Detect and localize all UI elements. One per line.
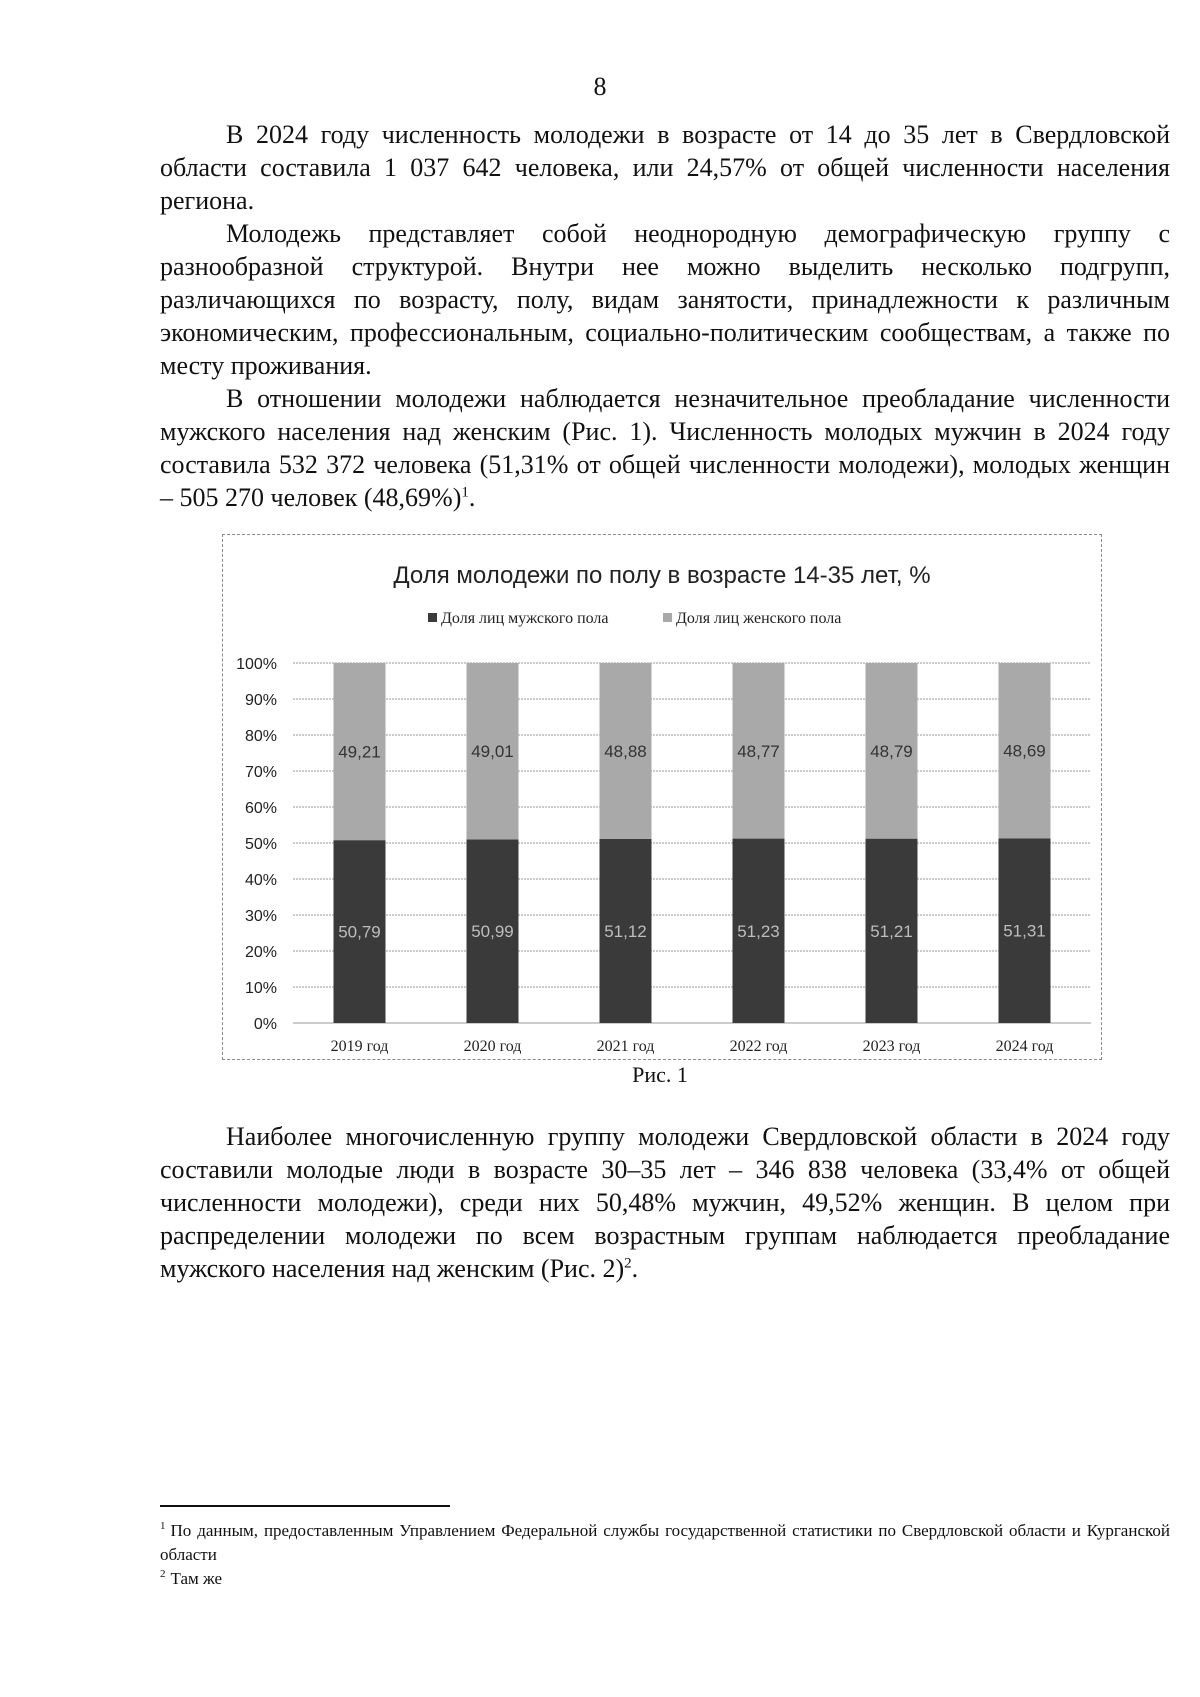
data-label: 48,69	[1003, 741, 1046, 761]
y-tick-label: 90%	[244, 692, 277, 709]
chart-title: Доля молодежи по полу в возрасте 14-35 лет, %	[393, 562, 931, 589]
y-tick-label: 20%	[244, 944, 277, 961]
legend-label-2: Доля лиц женского пола	[676, 610, 842, 627]
footnote-2	[160, 1567, 1170, 1591]
footnote-2-mark: 2	[160, 1568, 166, 1581]
footnote-ref-2[interactable]: 2	[624, 1255, 632, 1272]
paragraph-1: В 2024 году численность молодежи в возрасте от 14 до 35 лет в Свердловской области составила 1 037 642 человека, или 24,57% от общей численности населения региона.	[160, 120, 1170, 215]
data-label: 50,99	[471, 922, 514, 942]
data-label: 50,79	[338, 922, 381, 942]
paragraph-3	[160, 382, 1170, 514]
data-label: 51,23	[737, 921, 780, 941]
footnote-1-text: По данным, предоставленным Управлением Федеральной службы государственной статистики по Свердловской области и Курганской области	[160, 1521, 1170, 1564]
y-tick-label: 60%	[244, 800, 277, 817]
data-label: 48,79	[870, 741, 913, 761]
data-label: 51,12	[604, 921, 647, 941]
footnotes	[160, 1519, 1170, 1591]
y-tick-label: 50%	[244, 836, 277, 853]
legend-swatch-2	[663, 613, 672, 622]
x-tick-label: 2023 год	[862, 1038, 921, 1055]
data-label: 49,21	[338, 742, 381, 762]
paragraph-4-text: Наиболее многочисленную группу молодежи Свердловской области в 2024 году составили молодые люди в возрасте 30–35 лет – 346 838 человека (33,4% от общей численности молодежи), среди них 50,48% мужчин, 49,52% женщин. В целом при распределении молодежи по всем возрастным группам наблюдается преобладание мужского населения над женским (Рис. 2)	[160, 1122, 1170, 1283]
paragraph-3-text: В отношении молодежи наблюдается незначительное преобладание численности мужского населения над женским (Рис. 1). Численность молодых мужчин в 2024 году составила 532 372 человека (51,31% от общей численности молодежи), молодых женщин – 505 270 человек (48,69%)	[160, 384, 1170, 512]
x-tick-label: 2020 год	[463, 1038, 522, 1055]
page-number: 8	[593, 72, 607, 101]
y-tick-label: 0%	[253, 1016, 277, 1033]
legend-label-1: Доля лиц мужского пола	[441, 610, 609, 627]
y-tick-label: 70%	[244, 764, 277, 781]
y-tick-label: 80%	[244, 728, 277, 745]
paragraph-3-end: .	[468, 483, 476, 512]
paragraph-4-end: .	[631, 1254, 639, 1283]
paragraph-2: Молодежь представляет собой неоднородную демографическую группу с разнообразной структурой. Внутри нее можно выделить несколько подгрупп, различающихся по возрасту, полу, видам занятости, принадлежности к различным экономическим, профессиональным, социально-политическим сообществам, а также по месту проживания.	[160, 219, 1170, 380]
footnote-1-mark: 1	[160, 1520, 166, 1533]
footnote-1	[160, 1519, 1170, 1567]
stacked-bar-chart	[223, 535, 1101, 1059]
data-label: 51,21	[870, 921, 913, 941]
data-label: 48,88	[604, 741, 647, 761]
footnote-separator	[160, 1505, 450, 1507]
x-tick-label: 2022 год	[729, 1038, 788, 1055]
data-label: 49,01	[471, 742, 514, 762]
body-text-bottom	[160, 1120, 1170, 1285]
body-text-top	[160, 118, 1170, 514]
data-label: 51,31	[1003, 921, 1046, 941]
x-tick-label: 2024 год	[995, 1038, 1054, 1055]
y-tick-label: 100%	[236, 656, 277, 673]
x-tick-label: 2019 год	[330, 1038, 389, 1055]
x-tick-label: 2021 год	[596, 1038, 655, 1055]
footnote-2-text: Там же	[170, 1569, 223, 1588]
footnote-ref-1[interactable]: 1	[461, 484, 469, 501]
y-tick-label: 30%	[244, 908, 277, 925]
data-label: 48,77	[737, 741, 780, 761]
chart-figure	[222, 534, 1102, 1060]
legend-swatch-1	[428, 613, 437, 622]
y-tick-label: 10%	[244, 980, 277, 997]
figure-caption: Рис. 1	[632, 1062, 688, 1087]
y-tick-label: 40%	[244, 872, 277, 889]
paragraph-4	[160, 1120, 1170, 1285]
